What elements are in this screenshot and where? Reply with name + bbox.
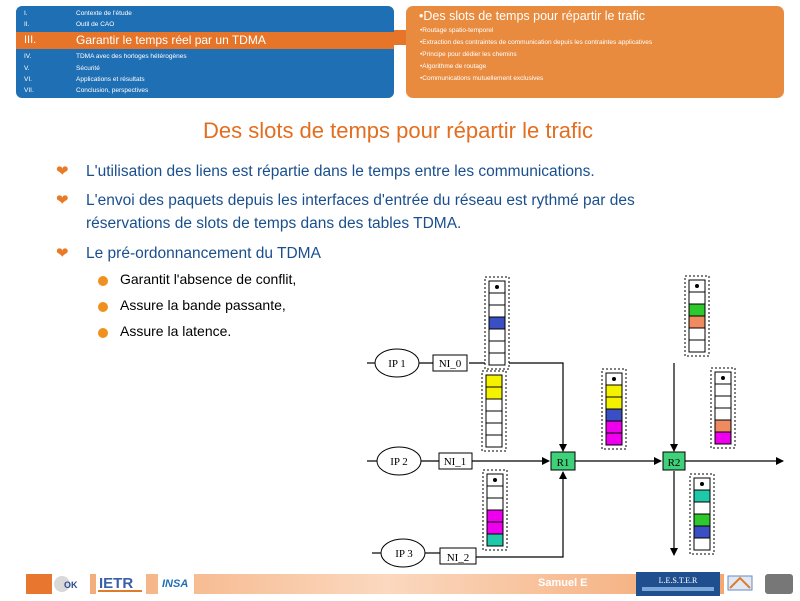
tdma-slot [689,304,705,316]
tdma-table-ni0 [485,277,509,369]
tdma-slot [715,432,731,444]
slot-pointer-icon [695,284,699,288]
sub-bullet-1: Garantit l'absence de conflit, [120,271,297,287]
tdma-slot [694,514,710,526]
bullet-3: Le pré-ordonnancement du TDMA [86,245,321,262]
tdma-slot [715,396,731,408]
tdma-slot [694,502,710,514]
insa-logo [158,572,194,594]
slot-pointer-icon [612,377,616,381]
tdma-table-r1 [602,369,626,449]
tdma-slot [489,341,505,353]
tdma-slot [606,433,622,445]
heart-bullet-icon: ❤ [56,163,69,180]
sub-bullet-3: Assure la latence. [120,323,232,339]
tdma-table-r2-in [685,276,709,356]
tdma-slot [486,423,502,435]
outline-item-1[interactable]: I. Contexte de l'étude [24,10,132,17]
tdma-table-r2-down [690,474,714,554]
footer-accent [26,574,52,594]
tdma-slot [689,292,705,304]
tdma-slot [694,490,710,502]
subsection-item[interactable]: •Communications mutuellement exclusives [420,75,544,82]
page-number-tab[interactable] [765,574,793,594]
tdma-slot [487,534,503,546]
tdma-slot [606,397,622,409]
subsection-item[interactable]: •Algorithme de routage [420,63,487,70]
tdma-slot [689,340,705,352]
ni0-label: NI_0 [438,358,462,370]
slot-pointer-icon [700,482,704,486]
outline-item-5[interactable]: V. Sécurité [24,65,100,72]
tdma-slot [486,387,502,399]
ip-nodes [375,349,425,567]
tdma-slot [694,538,710,550]
tdma-slot [489,353,505,365]
tdma-slot [486,399,502,411]
tdma-slot [486,411,502,423]
tdma-slot [715,408,731,420]
ip3-label: IP 3 [395,548,413,560]
tdma-slot [486,435,502,447]
subsection-item[interactable]: •Extraction des contraintes de communication depuis les contraintes applicatives [420,39,653,46]
bullet-2-line-2: réservations de slots de temps dans des tables TDMA. [86,215,462,232]
tdma-slot [715,384,731,396]
tdma-slot [486,375,502,387]
tdma-slot [689,328,705,340]
outline-item-2[interactable]: II. Outil de CAO [24,21,115,28]
outline-item-6[interactable]: VI. Applications et résultats [24,76,145,83]
tdma-slot [715,420,731,432]
subsection-item[interactable]: •Routage spatio-temporel [420,27,494,34]
outline-item-7[interactable]: VII. Conclusion, perspectives [24,87,149,94]
tdma-slot [489,305,505,317]
subsection-title[interactable]: •Des slots de temps pour répartir le trafic [419,9,645,23]
tdma-slot [694,526,710,538]
svg-text:L.E.S.T.E.R: L.E.S.T.E.R [658,576,698,585]
ni1-label: NI_1 [443,456,467,468]
tdma-table-ni1 [482,371,506,451]
subsection-item[interactable]: •Principe pour dédier les chemins [420,51,517,58]
sub-bullet-2: Assure la bande passante, [120,297,286,313]
svg-text:INSA: INSA [162,578,189,590]
tdma-slot [689,316,705,328]
slot-pointer-icon [495,285,499,289]
footer-author: Samuel E [538,577,588,589]
slide-title: Des slots de temps pour répartir le trafic [202,118,594,143]
r2-label: R2 [667,457,681,469]
heart-bullet-icon: ❤ [56,245,69,262]
r1-label: R1 [556,457,570,469]
tdma-slot [606,409,622,421]
slot-pointer-icon [493,478,497,482]
ni2-label: NI_2 [446,552,470,564]
tdma-slot [487,486,503,498]
slot-pointer-icon [721,376,725,380]
tdma-slot [606,385,622,397]
bullet-1: L'utilisation des liens est répartie dans le temps entre les communications. [86,163,595,180]
tdma-table-ni2 [483,470,507,550]
bullet-2-line-1: L'envoi des paquets depuis les interfaces d'entrée du réseau est rythmé par des [86,192,635,209]
tdma-slot [489,329,505,341]
tdma-slot [489,293,505,305]
university-logo [724,572,756,596]
outline-item-4[interactable]: IV. TDMA avec des horloges hétérogènes [24,53,187,60]
ip2-label: IP 2 [390,456,408,468]
tdma-slot [487,498,503,510]
tdma-slot [489,317,505,329]
lab-logo-1 [52,572,90,596]
tdma-table-r2-out [711,368,735,448]
svg-text:OK: OK [64,580,78,590]
lester-logo [636,572,720,596]
tdma-slot [487,510,503,522]
svg-text:IETR: IETR [99,575,134,592]
heart-bullet-icon: ❤ [56,192,69,209]
tdma-slot [487,522,503,534]
outline-item-3-active[interactable]: III. Garantir le temps réel par un TDMA [16,32,394,49]
tdma-slot [606,421,622,433]
ip1-label: IP 1 [388,358,406,370]
ietr-logo [96,571,146,595]
